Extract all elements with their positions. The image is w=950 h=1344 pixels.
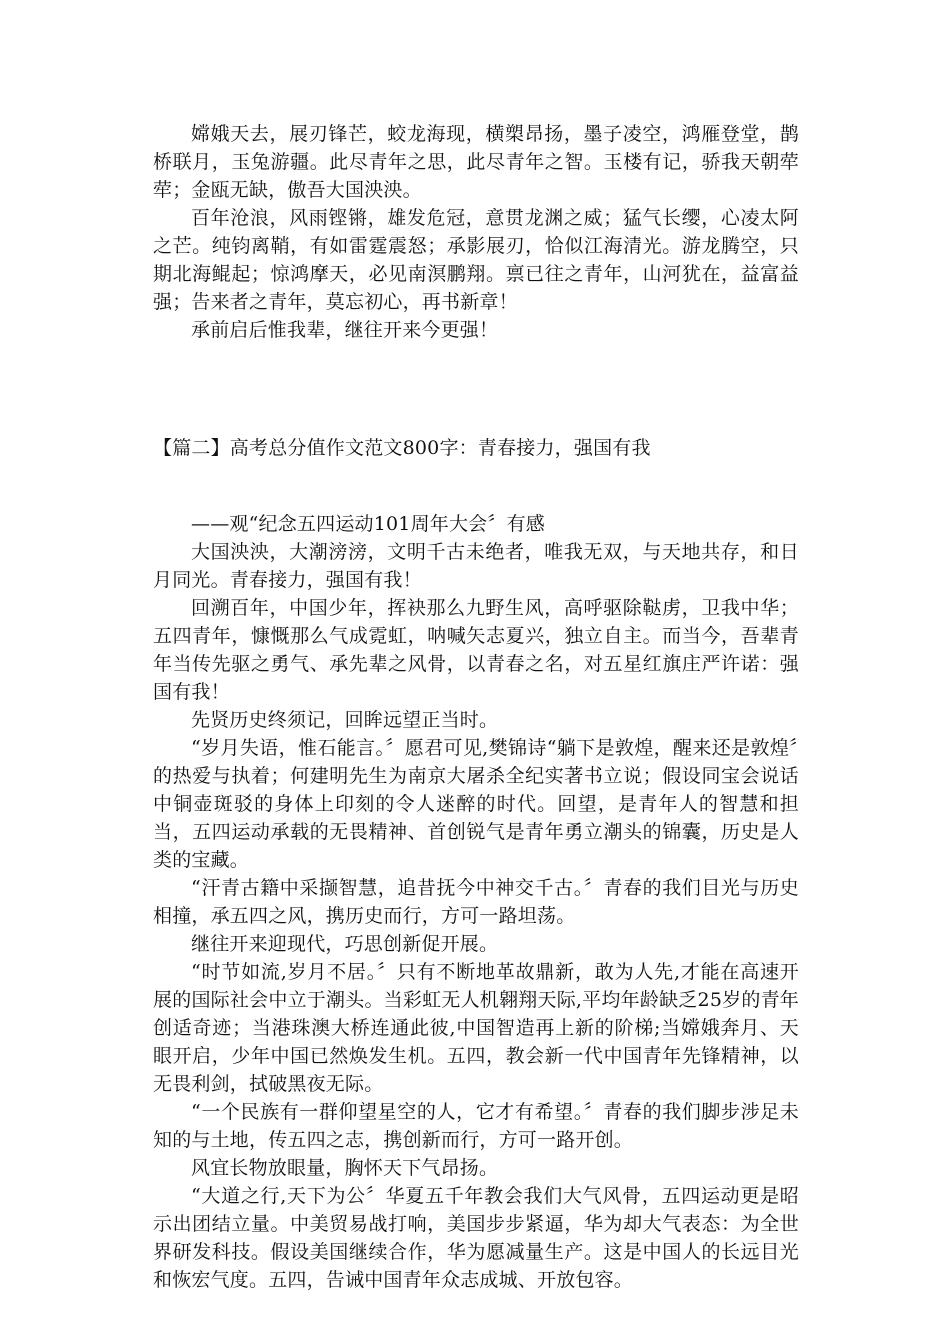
body-paragraph: 百年沧浪，风雨铿锵，雄发危冠，意贯龙渊之威；猛气长缨，心凌太阿之芒。纯钧离鞘，有如雷霆震怒；承影展刃，恰似江海清光。游龙腾空，只期北海鲲起；惊鸿摩天，必见南溟鹏翔。禀已往之青年，山河犹在，益富益强；告来者之青年，莫忘初心，再书新章！ (153, 207, 799, 313)
body-paragraph: “岁月失语，惟石能言。〞愿君可见,樊锦诗“躺下是敦煌，醒来还是敦煌〞的热爱与执着；何建明先生为南京大屠杀全纪实著书立说；假设同宝会说话中铜壶斑驳的身体上印刻的令人迷醉的时代。回望，是青年人的智慧和担当，五四运动承载的无畏精神、首创锐气是青年勇立潮头的锦囊，历史是人类的宝藏。 (153, 737, 799, 871)
section-heading: 【篇二】高考总分值作文范文800字：青春接力，强国有我 (153, 437, 651, 459)
document-page (153, 120, 799, 1294)
section-spacer (153, 462, 799, 510)
subtitle-paragraph: ——观“纪念五四运动101周年大会〞有感 (191, 513, 545, 535)
body-paragraph: “大道之行,天下为公〞华夏五千年教会我们大气风骨，五四运动更是昭示出团结立量。中美贸易战打响，美国步步紧逼，华为却大气表态：为全世界研发科技。假设美国继续合作，华为愿减量生产。这是中国人的长远目光和恢宏气度。五四，告诫中国青年众志成城、开放包容。 (153, 1185, 799, 1291)
body-paragraph: 风宜长物放眼量，胸怀天下气昂扬。 (191, 1157, 499, 1179)
body-paragraph: 嫦娥天去，展刃锋芒，蛟龙海现，横槊昂扬，墨子凌空，鸿雁登堂，鹊桥联月，玉兔游疆。此尽青年之思，此尽青年之智。玉楼有记，骄我天朝荦荦；金瓯无缺，傲吾大国泱泱。 (153, 123, 799, 201)
body-paragraph: 大国泱泱，大潮滂滂，文明千古未绝者，唯我无双，与天地共存，和日月同光。青春接力，强国有我！ (153, 541, 799, 591)
body-paragraph: “时节如流,岁月不居。〞只有不断地革故鼎新，敢为人先,才能在高速开展的国际社会中立于潮头。当彩虹无人机翱翔天际,平均年龄缺乏25岁的青年创适奇迹；当港珠澳大桥连通此彼,中国智造再上新的阶梯;当嫦娥奔月、天眼开启，少年中国已然焕发生机。五四，教会新一代中国青年先锋精神，以无畏利剑，拭破黑夜无际。 (153, 961, 799, 1095)
section-spacer (153, 344, 799, 434)
body-paragraph: “汗青古籍中采撷智慧，追昔抚今中神交千古。〞青春的我们目光与历史相撞，承五四之风，携历史而行，方可一路坦荡。 (153, 877, 799, 927)
body-paragraph: 承前启后惟我辈，继往开来今更强！ (191, 319, 499, 341)
body-paragraph: 先贤历史终须记，回眸远望正当时。 (191, 709, 499, 731)
body-paragraph: 回溯百年，中国少年，挥袂那么九野生风，高呼驱除鞑虏，卫我中华；五四青年，慷慨那么气成霓虹，呐喊矢志夏兴，独立自主。而当今，吾辈青年当传先驱之勇气、承先辈之风骨，以青春之名，对五星红旗庄严许诺：强国有我！ (153, 597, 799, 703)
body-paragraph: “一个民族有一群仰望星空的人，它才有希望。〞青春的我们脚步涉足未知的与土地，传五四之志，携创新而行，方可一路开创。 (153, 1101, 799, 1151)
body-paragraph: 继往开来迎现代，巧思创新促开展。 (191, 933, 499, 955)
